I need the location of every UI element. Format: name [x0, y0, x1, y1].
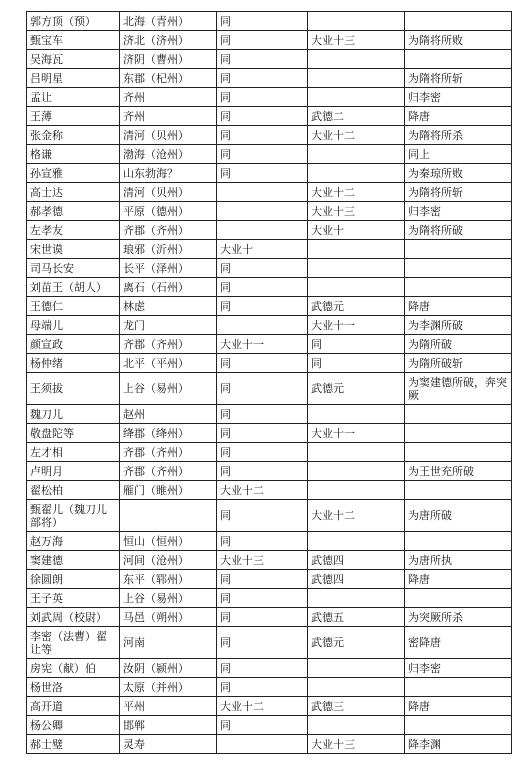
location-cell: 邯郸 [120, 716, 217, 735]
outcome-cell [405, 259, 512, 278]
table-row [27, 551, 512, 570]
location-cell: 渤海（沧州） [120, 145, 217, 164]
end-year-cell [308, 443, 405, 462]
outcome-cell: 为隋将所斩 [405, 69, 512, 88]
end-year-cell: 同 [308, 335, 405, 354]
end-year-cell: 大业十二 [308, 126, 405, 145]
outcome-cell [405, 589, 512, 608]
start-year-cell: 同 [217, 145, 308, 164]
table-row [27, 697, 512, 716]
end-year-cell: 武德五 [308, 608, 405, 627]
outcome-cell: 降李渊 [405, 735, 512, 754]
leader-name-cell: 刘苗王（胡人） [27, 278, 120, 297]
table-row [27, 678, 512, 697]
table-row [27, 12, 512, 31]
location-cell: 齐郡（齐州） [120, 462, 217, 481]
end-year-cell [308, 145, 405, 164]
leader-name-cell: 翟松柏 [27, 481, 120, 500]
outcome-cell: 为唐所破 [405, 500, 512, 532]
end-year-cell [308, 69, 405, 88]
start-year-cell: 同 [217, 354, 308, 373]
location-cell: 齐郡（齐州） [120, 443, 217, 462]
outcome-cell: 归李密 [405, 88, 512, 107]
end-year-cell: 大业十三 [308, 202, 405, 221]
end-year-cell: 大业十二 [308, 183, 405, 202]
start-year-cell: 大业十 [217, 240, 308, 259]
table-row [27, 532, 512, 551]
location-cell: 济阴（曹州） [120, 50, 217, 69]
table-row [27, 354, 512, 373]
start-year-cell: 同 [217, 532, 308, 551]
start-year-cell: 同 [217, 88, 308, 107]
start-year-cell: 大业十三 [217, 551, 308, 570]
table-row [27, 462, 512, 481]
start-year-cell: 大业十二 [217, 697, 308, 716]
table-row [27, 716, 512, 735]
start-year-cell: 同 [217, 659, 308, 678]
location-cell: 上谷（易州） [120, 373, 217, 405]
table-row [27, 608, 512, 627]
end-year-cell: 武德三 [308, 697, 405, 716]
table-row [27, 659, 512, 678]
leader-name-cell: 母端儿 [27, 316, 120, 335]
leader-name-cell: 赵万海 [27, 532, 120, 551]
leader-name-cell: 杨世洛 [27, 678, 120, 697]
location-cell: 马邑（朔州） [120, 608, 217, 627]
outcome-cell: 为突厥所杀 [405, 608, 512, 627]
location-cell: 清河（贝州） [120, 126, 217, 145]
location-cell: 山东勃海？ [120, 164, 217, 183]
location-cell: 河间（沧州） [120, 551, 217, 570]
start-year-cell: 同 [217, 424, 308, 443]
table-row [27, 335, 512, 354]
end-year-cell: 同 [308, 354, 405, 373]
leader-name-cell: 王德仁 [27, 297, 120, 316]
location-cell: 齐州 [120, 107, 217, 126]
location-cell: 长平（泽州） [120, 259, 217, 278]
table-row [27, 481, 512, 500]
end-year-cell [308, 50, 405, 69]
outcome-cell: 降唐 [405, 697, 512, 716]
end-year-cell: 大业十一 [308, 316, 405, 335]
outcome-cell: 为秦琼所败 [405, 164, 512, 183]
leader-name-cell: 颜宣政 [27, 335, 120, 354]
location-cell: 济北（济州） [120, 31, 217, 50]
table-row [27, 443, 512, 462]
leader-name-cell: 张金称 [27, 126, 120, 145]
outcome-cell [405, 716, 512, 735]
table-row [27, 373, 512, 405]
end-year-cell [308, 678, 405, 697]
location-cell: 清河（贝州） [120, 183, 217, 202]
outcome-cell: 为隋将所败 [405, 31, 512, 50]
leader-name-cell: 王子英 [27, 589, 120, 608]
leader-name-cell: 吕明星 [27, 69, 120, 88]
start-year-cell: 同 [217, 107, 308, 126]
end-year-cell: 武德元 [308, 627, 405, 659]
end-year-cell [308, 532, 405, 551]
start-year-cell: 同 [217, 716, 308, 735]
leader-name-cell: 高士达 [27, 183, 120, 202]
location-cell: 东平（郓州） [120, 570, 217, 589]
location-cell: 北平（平州） [120, 354, 217, 373]
leader-name-cell: 左才相 [27, 443, 120, 462]
leader-name-cell: 王须拔 [27, 373, 120, 405]
leader-name-cell: 甄翟儿（魏刀儿部将） [27, 500, 120, 532]
table-row [27, 145, 512, 164]
location-cell: 汝阴（颍州） [120, 659, 217, 678]
location-cell: 平州 [120, 697, 217, 716]
start-year-cell: 同 [217, 126, 308, 145]
table-body [27, 12, 512, 754]
start-year-cell: 同 [217, 500, 308, 532]
outcome-cell [405, 532, 512, 551]
location-cell: 雁门（睢州） [120, 481, 217, 500]
end-year-cell [308, 12, 405, 31]
location-cell: 绛郡（绛州） [120, 424, 217, 443]
end-year-cell [308, 659, 405, 678]
outcome-cell: 为隋将所杀 [405, 126, 512, 145]
table-row [27, 278, 512, 297]
start-year-cell: 同 [217, 69, 308, 88]
outcome-cell: 同上 [405, 145, 512, 164]
table-row [27, 570, 512, 589]
start-year-cell: 同 [217, 259, 308, 278]
rebel-leaders-table [26, 11, 512, 754]
leader-name-cell: 格谦 [27, 145, 120, 164]
outcome-cell: 归李密 [405, 202, 512, 221]
outcome-cell [405, 481, 512, 500]
leader-name-cell: 高开道 [27, 697, 120, 716]
end-year-cell: 大业十 [308, 221, 405, 240]
leader-name-cell: 孟让 [27, 88, 120, 107]
table-row [27, 221, 512, 240]
location-cell: 灵寿 [120, 735, 217, 754]
leader-name-cell: 吴海瓦 [27, 50, 120, 69]
location-cell: 龙门 [120, 316, 217, 335]
start-year-cell [217, 183, 308, 202]
outcome-cell [405, 443, 512, 462]
location-cell: 琅邪（沂州） [120, 240, 217, 259]
outcome-cell: 归李密 [405, 659, 512, 678]
location-cell: 恒山（恒州） [120, 532, 217, 551]
outcome-cell: 为隋将所破 [405, 221, 512, 240]
outcome-cell: 为隋所破 [405, 335, 512, 354]
end-year-cell [308, 259, 405, 278]
leader-name-cell: 杨公卿 [27, 716, 120, 735]
start-year-cell [217, 735, 308, 754]
end-year-cell [308, 88, 405, 107]
leader-name-cell: 房宪（献）伯 [27, 659, 120, 678]
end-year-cell [308, 405, 405, 424]
table-row [27, 297, 512, 316]
start-year-cell: 同 [217, 164, 308, 183]
table-row [27, 69, 512, 88]
location-cell: 齐郡（齐州） [120, 335, 217, 354]
location-cell: 太原（并州） [120, 678, 217, 697]
outcome-cell: 为王世充所破 [405, 462, 512, 481]
table-row [27, 88, 512, 107]
start-year-cell: 大业十一 [217, 335, 308, 354]
leader-name-cell: 郭方顶（预） [27, 12, 120, 31]
start-year-cell: 同 [217, 608, 308, 627]
end-year-cell [308, 240, 405, 259]
table-row [27, 202, 512, 221]
end-year-cell: 大业十二 [308, 500, 405, 532]
end-year-cell: 大业十三 [308, 735, 405, 754]
table-row [27, 183, 512, 202]
location-cell: 林虑 [120, 297, 217, 316]
history-table-page [26, 11, 512, 754]
end-year-cell [308, 164, 405, 183]
location-cell: 上谷（易州） [120, 589, 217, 608]
table-row [27, 589, 512, 608]
outcome-cell: 降唐 [405, 107, 512, 126]
leader-name-cell: 甄宝车 [27, 31, 120, 50]
table-row [27, 316, 512, 335]
leader-name-cell: 杨仲绪 [27, 354, 120, 373]
table-row [27, 107, 512, 126]
table-row [27, 164, 512, 183]
outcome-cell: 为隋所破斩 [405, 354, 512, 373]
table-row [27, 735, 512, 754]
outcome-cell [405, 240, 512, 259]
outcome-cell [405, 405, 512, 424]
outcome-cell: 降唐 [405, 570, 512, 589]
leader-name-cell: 徐圆朗 [27, 570, 120, 589]
start-year-cell: 大业十二 [217, 481, 308, 500]
end-year-cell [308, 481, 405, 500]
start-year-cell: 同 [217, 12, 308, 31]
start-year-cell: 同 [217, 373, 308, 405]
end-year-cell: 武德二 [308, 107, 405, 126]
start-year-cell [217, 316, 308, 335]
start-year-cell: 同 [217, 678, 308, 697]
start-year-cell: 同 [217, 31, 308, 50]
end-year-cell: 武德四 [308, 570, 405, 589]
outcome-cell: 降唐 [405, 297, 512, 316]
location-cell: 河南 [120, 627, 217, 659]
leader-name-cell: 窦建德 [27, 551, 120, 570]
location-cell: 平原（德州） [120, 202, 217, 221]
end-year-cell [308, 716, 405, 735]
location-cell [120, 500, 217, 532]
end-year-cell [308, 589, 405, 608]
location-cell: 赵州 [120, 405, 217, 424]
start-year-cell: 同 [217, 278, 308, 297]
leader-name-cell: 宋世谟 [27, 240, 120, 259]
outcome-cell: 为窦建德所破，奔突厥 [405, 373, 512, 405]
table-row [27, 50, 512, 69]
start-year-cell [217, 221, 308, 240]
outcome-cell: 为李渊所破 [405, 316, 512, 335]
start-year-cell: 同 [217, 405, 308, 424]
leader-name-cell: 敬盘陀等 [27, 424, 120, 443]
table-row [27, 126, 512, 145]
leader-name-cell: 司马长安 [27, 259, 120, 278]
start-year-cell: 同 [217, 570, 308, 589]
table-row [27, 31, 512, 50]
outcome-cell [405, 278, 512, 297]
location-cell: 北海（青州） [120, 12, 217, 31]
table-row [27, 240, 512, 259]
outcome-cell: 为隋将所斩 [405, 183, 512, 202]
start-year-cell: 同 [217, 462, 308, 481]
table-row [27, 424, 512, 443]
leader-name-cell: 郝孝德 [27, 202, 120, 221]
leader-name-cell: 王薄 [27, 107, 120, 126]
start-year-cell: 同 [217, 589, 308, 608]
table-row [27, 627, 512, 659]
leader-name-cell: 刘武周（校尉） [27, 608, 120, 627]
outcome-cell [405, 424, 512, 443]
leader-name-cell: 郝士璧 [27, 735, 120, 754]
end-year-cell: 武德四 [308, 551, 405, 570]
outcome-cell [405, 678, 512, 697]
leader-name-cell: 李密（法曹）翟让等 [27, 627, 120, 659]
outcome-cell: 为唐所执 [405, 551, 512, 570]
table-row [27, 259, 512, 278]
start-year-cell [217, 202, 308, 221]
end-year-cell: 武德元 [308, 373, 405, 405]
end-year-cell [308, 462, 405, 481]
leader-name-cell: 左孝友 [27, 221, 120, 240]
end-year-cell: 大业十三 [308, 31, 405, 50]
end-year-cell: 武德元 [308, 297, 405, 316]
leader-name-cell: 孙宣雅 [27, 164, 120, 183]
start-year-cell: 同 [217, 627, 308, 659]
outcome-cell: 密降唐 [405, 627, 512, 659]
leader-name-cell: 魏刀儿 [27, 405, 120, 424]
location-cell: 齐郡（齐州） [120, 221, 217, 240]
location-cell: 齐州 [120, 88, 217, 107]
outcome-cell [405, 12, 512, 31]
table-row [27, 405, 512, 424]
table-row [27, 500, 512, 532]
location-cell: 离石（石州） [120, 278, 217, 297]
outcome-cell [405, 50, 512, 69]
end-year-cell [308, 278, 405, 297]
start-year-cell: 同 [217, 443, 308, 462]
leader-name-cell: 卢明月 [27, 462, 120, 481]
start-year-cell: 同 [217, 50, 308, 69]
end-year-cell: 大业十一 [308, 424, 405, 443]
start-year-cell: 同 [217, 297, 308, 316]
location-cell: 东郡（杞州） [120, 69, 217, 88]
